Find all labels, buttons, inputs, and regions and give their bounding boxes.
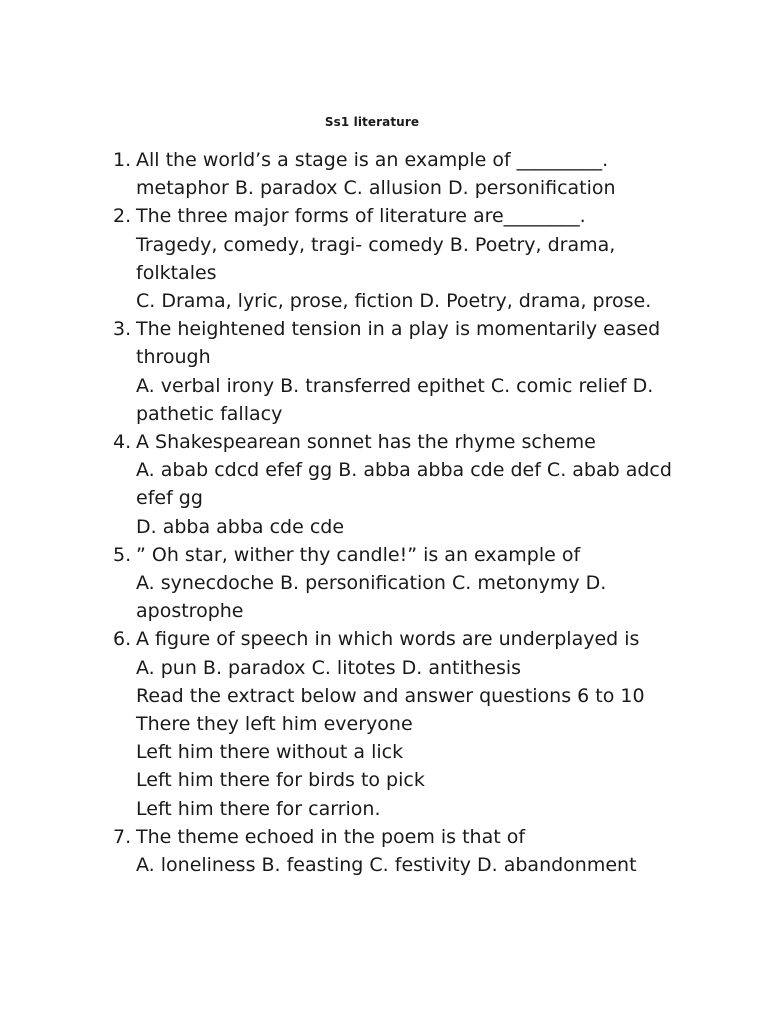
question-text: The theme echoed in the poem is that of <box>136 825 526 848</box>
question-text: The three major forms of literature are________. <box>136 205 586 228</box>
question-item-5 <box>0 541 656 626</box>
question-number: 4. <box>113 431 132 454</box>
document-title: Ss1 literature <box>324 115 420 129</box>
question-options: efef gg <box>136 487 203 510</box>
question-number: 7. <box>113 825 132 848</box>
question-options: A. pun B. paradox C. litotes D. antithesis <box>136 656 522 679</box>
poem-line: Left him there for birds to pick <box>136 769 425 792</box>
question-options: A. abab cdcd efef gg B. abba abba cde def C. abab adcd <box>136 459 672 482</box>
question-text: The heightened tension in a play is momentarily eased <box>136 318 661 341</box>
extract-instruction: Read the extract below and answer questions 6 to 10 <box>136 684 645 707</box>
question-options: apostrophe <box>136 600 244 623</box>
question-text: All the world’s a stage is an example of _________. <box>136 149 609 171</box>
poem-line: Left him there without a lick <box>136 741 404 764</box>
question-number: 6. <box>113 628 132 651</box>
question-item-1 <box>0 146 656 202</box>
question-options: pathetic fallacy <box>136 402 283 425</box>
question-options: A. verbal irony B. transferred epithet C. comic relief D. <box>136 374 654 397</box>
poem-line: There they left him everyone <box>136 713 413 736</box>
question-options: D. abba abba cde cde <box>136 515 345 538</box>
question-number: 3. <box>113 318 132 341</box>
question-list <box>0 146 768 879</box>
question-options: A. synecdoche B. personification C. metonymy D. <box>136 572 607 595</box>
question-number: 5. <box>113 543 132 566</box>
question-item-7 <box>0 823 656 879</box>
question-text: through <box>136 346 211 369</box>
poem-line: Left him there for carrion. <box>136 797 381 820</box>
question-options: Tragedy, comedy, tragi- comedy B. Poetry, drama, <box>136 233 616 256</box>
question-text: ” Oh star, wither thy candle!” is an example of <box>136 543 581 566</box>
question-options: metaphor B. paradox C. allusion D. personification <box>136 177 616 200</box>
question-item-2 <box>0 202 656 315</box>
question-number: 1. <box>113 149 132 171</box>
question-text: A Shakespearean sonnet has the rhyme scheme <box>136 431 596 454</box>
question-options: A. loneliness B. feasting C. festivity D. abandonment <box>136 854 637 877</box>
question-options: folktales <box>136 261 217 284</box>
question-text: A figure of speech in which words are underplayed is <box>136 628 640 651</box>
question-number: 2. <box>113 205 132 228</box>
question-options: C. Drama, lyric, prose, fiction D. Poetry, drama, prose. <box>136 290 652 313</box>
question-item-4 <box>0 428 672 541</box>
question-item-6 <box>0 625 656 822</box>
question-item-3 <box>0 315 661 428</box>
